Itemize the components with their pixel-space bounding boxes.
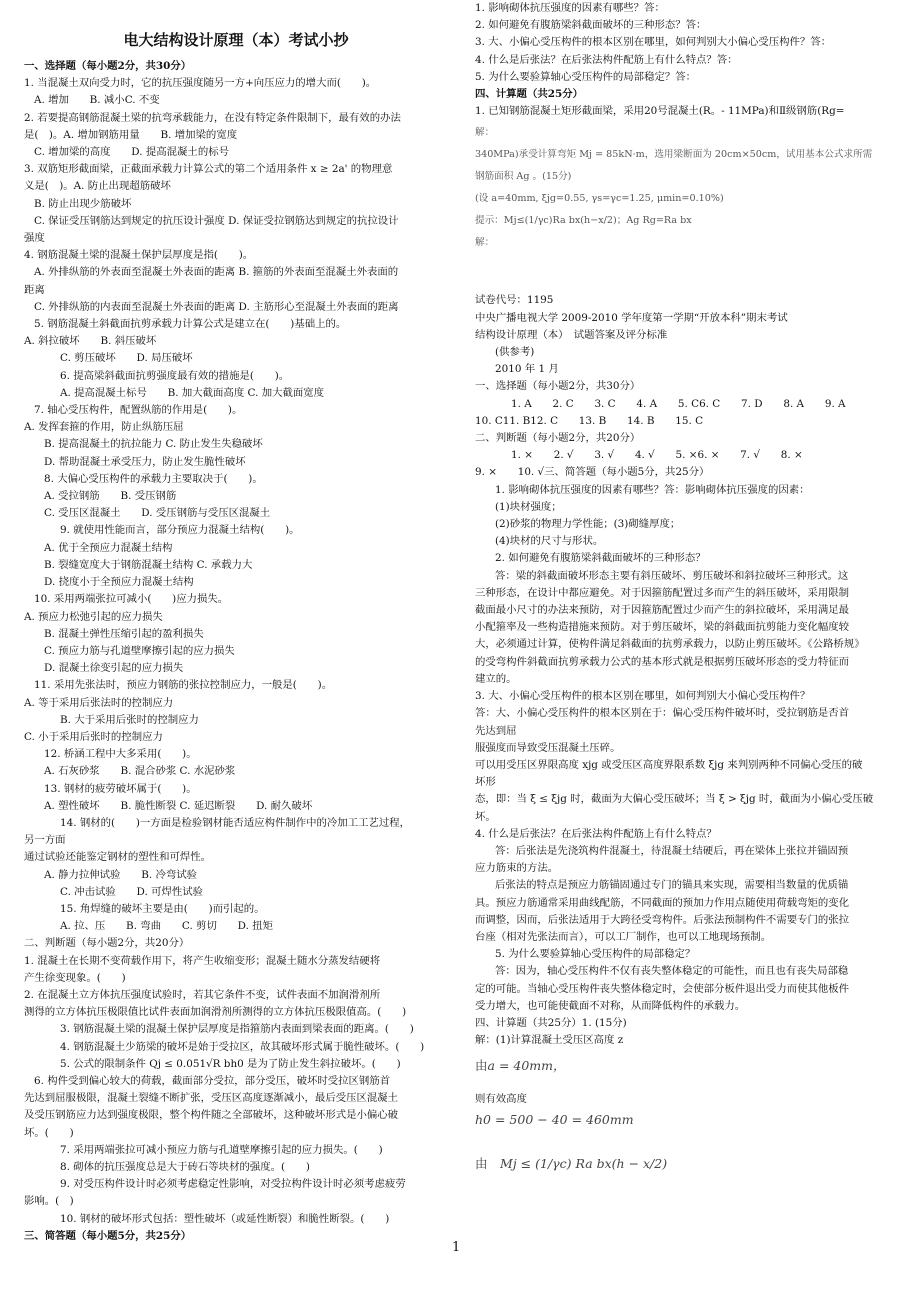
question-line: 3. 钢筋混凝土梁的混凝土保护层厚度是指箍筋内表面到梁表面的距离。( ) [60, 1023, 414, 1036]
question-line: A. 提高混凝土标号 B. 加大截面高度 C. 加大截面宽度 [60, 386, 325, 399]
answer-line: 5. 为什么要验算轴心受压构件的局部稳定？ [495, 948, 696, 961]
calc-moment-equation: Mj ≤ (1/γc) Ra bx(h − x/2) [500, 1155, 668, 1171]
answer-line: 中央广播电视大学 2009-2010 学年度第一学期“开放本科”期末考试 [475, 311, 788, 324]
answer-line: 可以用受压区界限高度 xjg 或受压区高度界限系数 ξjg 来判别两种不同偏心受压的破 [475, 758, 863, 771]
question-line: A. 外排纵筋的外表面至混凝土外表面的距离 B. 箍筋的外表面至混凝土外表面的 [34, 266, 399, 279]
short-answer-question-line: 5. 为什么要验算轴心受压构件的局部稳定？答： [475, 70, 697, 83]
question-line: C. 剪压破坏 D. 局压破坏 [60, 352, 193, 365]
question-line: A. 石灰砂浆 B. 混合砂浆 C. 水泥砂浆 [44, 765, 236, 778]
answer-line: 截面最小尺寸的办法来预防，对于因箍筋配置过少而产生的斜拉破坏，采用满足最 [475, 604, 850, 617]
question-line: A. 斜拉破坏 B. 斜压破坏 [24, 335, 157, 348]
question-line: 产生徐变现象。( ) [24, 971, 126, 984]
answer-line: 试卷代号：1195 [475, 294, 554, 307]
question-line: A. 增加 B. 减小C. 不变 [34, 94, 160, 107]
answer-line: 答：因为，轴心受压构件不仅有丧失整体稳定的可能性，而且也有丧失局部稳 [495, 965, 849, 978]
short-answer-question-line: 四、计算题（共25分） [475, 88, 583, 101]
answer-line: 1. A 2. C 3. C 4. A 5. C6. C 7. D 8. A 9. A [511, 397, 846, 410]
short-answer-question-line: 2. 如何避免有腹筋梁斜截面破坏的三种形态？答： [475, 19, 707, 32]
answer-line: 定的可能。当轴心受压构件丧失整体稳定时，会使部分板件退出受力而使其他板件 [475, 982, 850, 995]
question-line: D. 挠度小于全预应力混凝土结构 [44, 576, 194, 589]
question-line: B. 提高混凝土的抗拉能力 C. 防止发生失稳破坏 [44, 438, 263, 451]
question-line: 坏。( ) [24, 1126, 74, 1139]
question-line: 通过试验还能鉴定钢材的塑性和可焊性。 [24, 851, 212, 864]
question-line: 9. 就使用性能而言，部分预应力混凝土结构( )。 [60, 524, 300, 537]
scanned-problem-image [475, 122, 895, 292]
calculation-block [475, 1049, 895, 1174]
question-line: B. 大于采用后张时的控制应力 [60, 713, 199, 726]
question-line: 另一方面 [24, 834, 66, 847]
answer-line: 先达到屈 [475, 724, 517, 737]
answer-line: 后张法的特点是预应力筋锚固通过专门的锚具来实现，需要相当数量的优质锚 [495, 879, 849, 892]
calc-a-equation: a = 40mm， [487, 1058, 566, 1074]
question-line: 强度 [24, 232, 45, 245]
question-line: C. 小于采用后张时的控制应力 [24, 730, 163, 743]
answer-line: 二、判断题（每小题2分，共20分） [475, 432, 641, 445]
question-line: 3. 双筋矩形截面梁，正截面承载力计算公式的第二个适用条件 x ≥ 2a' 的物理意 [24, 163, 393, 176]
question-line: 2. 在混凝土立方体抗压强度试验时，若其它条件不变，试件表面不加润滑剂所 [24, 988, 381, 1001]
answer-line: 具。预应力筋通常采用曲线配筋，不同截面的预加力作用点随使用荷载弯矩的变化 [475, 896, 850, 909]
answer-line: (2)砂浆的物理力学性能；(3)砌缝厚度； [495, 518, 681, 531]
answer-line: 结构设计原理（本） 试题答案及评分标准 [475, 328, 668, 341]
question-line: 先达到屈服极限，混凝土裂缝不断扩张，受压区高度逐渐减小，最后受压区混凝土 [24, 1092, 399, 1105]
answer-line: 服强度而导致受压混凝土压碎。 [475, 741, 621, 754]
scan-line-answer: 解： [475, 237, 495, 249]
question-line: B. 混凝土弹性压缩引起的盈利损失 [44, 627, 204, 640]
question-line: 8. 大偏心受压构件的承载力主要取决于( )。 [44, 472, 263, 485]
question-line: 8. 砌体的抗压强度总是大于砖石等块材的强度。( ) [60, 1161, 310, 1173]
answer-line: 答：后张法是先浇筑构件混凝土，待混凝土结硬后，再在梁体上张拉并锚固预 [495, 844, 849, 857]
scan-line-params: (设 a=40mm, ξjg=0.55, γs=γc=1.25, μmin=0.10%) [475, 193, 724, 205]
answer-line: 态，即：当 ξ ≤ ξjg 时，截面为大偏心受压破坏；当 ξ > ξjg 时，截面为小偏心受压破 [475, 793, 874, 806]
question-line: C. 保证受压钢筋达到规定的抗压设计强度 D. 保证受拉钢筋达到规定的抗拉设计 [34, 214, 399, 227]
short-answer-question-line: 1. 已知钢筋混凝土矩形截面梁，采用20号混凝土(R。- 11MPa)和Ⅱ级钢筋(Rg= [475, 105, 845, 118]
question-line: 1. 当混凝土双向受力时，它的抗压强度随另一方+向压应力的增大而( )。 [24, 77, 377, 90]
question-line: 12. 桥涵工程中大多采用( )。 [44, 748, 197, 761]
answer-section [475, 292, 895, 1049]
answer-line: 2. 如何避免有腹筋梁斜截面破坏的三种形态？ [495, 552, 706, 565]
question-line: 5. 公式的限制条件 Qj ≤ 0.051√R bh0 是为了防止发生斜拉破坏。( ) [60, 1057, 401, 1070]
answer-line: 建立的。 [475, 672, 517, 685]
question-line: C. 外排纵筋的内表面至混凝土外表面的距离 D. 主筋形心至混凝土外表面的距离 [34, 300, 399, 313]
question-line: D. 帮助混凝土承受压力，防止发生脆性破坏 [44, 455, 246, 468]
answer-line: 9. × 10. √三、简答题（每小题5分，共25分） [475, 466, 710, 479]
question-line: B. 裂缝宽度大于钢筋混凝土结构 C. 承载力大 [44, 558, 253, 571]
answer-line: 10. C11. B12. C 13. B 14. B 15. C [475, 414, 704, 427]
question-line: B. 防止出现少筋破坏 [34, 197, 132, 210]
answer-line: (供参考) [495, 346, 535, 359]
answer-line: 1. × 2. √ 3. √ 4. √ 5. ×6. × 7. √ 8. × [511, 449, 803, 462]
answer-line: 应力筋束的方法。 [475, 862, 559, 875]
question-line: 14. 钢材的( )一方面是检验钢材能否适应构件制作中的冷加工工艺过程， [60, 816, 411, 829]
question-line: D. 混凝土徐变引起的应力损失 [44, 662, 184, 675]
question-line: A. 拉、压 B. 弯曲 C. 剪切 D. 扭矩 [60, 920, 273, 933]
left-lines [24, 58, 448, 1245]
calc-by-label: 由 [475, 1058, 488, 1074]
calc-by-label-2: 由 [475, 1155, 488, 1171]
answer-line: 台座（相对先张法而言），可以工厂制作，也可以工地现场预制。 [475, 930, 772, 943]
answer-line: 三种形态，在设计中都应避免。对于因箍筋配置过多而产生的斜压破坏，采用限制 [475, 586, 850, 599]
short-answer-question-line: 4. 什么是后张法？在后张法构件配筋上有什么特点？答： [475, 53, 738, 66]
question-line: 6. 构件受到偏心较大的荷载，截面部分受拉，部分受压，破坏时受拉区钢筋首 [34, 1074, 391, 1087]
question-line: 一、选择题（每小题2分，共30分） [24, 60, 192, 72]
question-line: A. 发挥套箍的作用，防止纵筋压屈 [24, 421, 184, 434]
question-line: 及受压钢筋应力达到强度极限，整个构件随之全部破坏，这种破坏形式是小偏心破 [24, 1109, 399, 1122]
question-line: C. 受压区混凝土 D. 受压钢筋与受压区混凝土 [44, 507, 271, 520]
question-line: C. 增加梁的高度 D. 提高混凝土的标号 [34, 146, 229, 159]
answer-line: 一、选择题（每小题2分，共30分） [475, 380, 641, 393]
question-line: 二、判断题（每小题2分，共20分） [24, 937, 190, 950]
question-line: 9. 对受压构件设计时必须考虑稳定性影响，对受拉构件设计时必须考虑疲劳 [60, 1178, 406, 1191]
document-title: 电大结构设计原理（本）考试小抄 [123, 31, 349, 49]
question-line: 距离 [24, 283, 45, 296]
question-line: 1. 混凝土在长期不变荷载作用下，将产生收缩变形；混凝土随水分蒸发结硬将 [24, 954, 381, 967]
question-line: 10. 采用两端张拉可减小( )应力损失。 [34, 593, 229, 606]
answer-line: (4)块材的尺寸与形状。 [495, 535, 604, 548]
answer-line: 解：(1)计算混凝土受压区高度 z [475, 1034, 624, 1047]
question-line: 影响。( ) [24, 1195, 74, 1208]
question-line: 是( )。A. 增加钢筋用量 B. 增加梁的宽度 [24, 128, 238, 141]
question-line: 7. 轴心受压构件，配置纵筋的作用是( )。 [34, 404, 243, 417]
left-column [24, 0, 448, 1245]
calc-h0-label: 则有效高度 [475, 1093, 527, 1106]
answer-line: 小配箍率及一些构造措施来预防。对于剪压破坏，梁的斜截面抗剪能力变化幅度较 [475, 621, 850, 634]
answer-line: 受力增大，也可能使截面不对称，从而降低构件的承载力。 [475, 999, 746, 1012]
question-line: 4. 钢筋混凝土少筋梁的破坏是始于受拉区，故其破坏形式属于脆性破坏。( ) [60, 1040, 425, 1053]
answer-line: 4. 什么是后张法？在后张法构件配筋上有什么特点？ [475, 827, 717, 840]
scan-line-condition: 340MPa)承受计算弯矩 Mj = 85kN·m，选用梁断面为 20cm×50cm，试用基本公式求所需 [475, 149, 873, 161]
short-answer-question-line: 3. 大、小偏心受压构件的根本区别在哪里，如何判别大小偏心受压构件？答： [475, 36, 832, 49]
answer-line: 2010 年 1 月 [495, 363, 559, 376]
question-line: 7. 采用两端张拉可减小预应力筋与孔道壁摩擦引起的应力损失。( ) [60, 1143, 383, 1156]
question-line: 15. 角焊缝的破坏主要是由( )而引起的。 [60, 902, 265, 915]
question-line: 6. 提高梁斜截面抗剪强度最有效的措施是( )。 [60, 369, 290, 382]
question-line: 义是( )。A. 防止出现超筋破坏 [24, 180, 171, 193]
question-line: 2. 若要提高钢筋混凝土梁的抗弯承载能力，在没有特定条件限制下，最有效的办法 [24, 111, 401, 124]
short-answer-question-line: 1. 影响砌体抗压强度的因素有哪些？答： [475, 2, 665, 14]
answer-line: 坏。 [475, 810, 496, 823]
question-line: 13. 钢材的疲劳破坏属于( )。 [44, 782, 197, 795]
right-column [475, 0, 895, 1175]
answer-line: 的受弯构件斜截面抗剪承载力公式的基本形式就是根据剪压破坏形态的受力特征而 [475, 655, 850, 668]
question-line: A. 优于全预应力混凝土结构 [44, 541, 173, 554]
calc-h0-equation: h0 = 500 − 40 = 460mm [475, 1111, 634, 1127]
answer-line: 坏形 [475, 776, 496, 789]
answer-line: (1)块材强度； [495, 500, 562, 513]
question-line: A. 塑性破坏 B. 脆性断裂 C. 延迟断裂 D. 耐久破坏 [44, 799, 313, 812]
answer-line: 答：梁的斜截面破坏形态主要有斜压破坏、剪压破坏和斜拉破坏三种形式。这 [495, 569, 849, 582]
right-top-questions [475, 0, 895, 120]
answer-line: 大，必须通过计算，使构件满足斜截面的抗剪承载力，以防止剪压破坏。《公路桥规》 [475, 638, 865, 651]
question-line: 测得的立方体抗压极限值比试件表面加润滑剂所测得的立方体抗压极限值高。( ) [24, 1006, 407, 1019]
answer-line: 3. 大、小偏心受压构件的根本区别在哪里，如何判别大小偏心受压构件？ [475, 690, 811, 703]
question-line: 5. 钢筋混凝土斜截面抗剪承载力计算公式是建立在( )基础上的。 [34, 318, 347, 331]
question-line: A. 等于采用后张法时的控制应力 [24, 696, 174, 709]
question-line: C. 冲击试验 D. 可焊性试验 [60, 885, 204, 898]
scan-line-area: 钢筋面积 Ag 。(15分) [475, 171, 572, 183]
question-line: 三、简答题（每小题5分，共25分） [24, 1229, 192, 1242]
answer-line: 而调整，因而，后张法适用于大跨径受弯构件。后张法预制构件不需要专门的张拉 [475, 913, 850, 926]
answer-line: 答：大、小偏心受压构件的根本区别在于：偏心受压构件破坏时，受拉钢筋是否首 [475, 707, 850, 720]
scan-line-solve: 解： [475, 127, 495, 139]
answer-line: 1. 影响砌体抗压强度的因素有哪些？答：影响砌体抗压强度的因素： [495, 483, 810, 496]
question-line: A. 预应力松弛引起的应力损失 [24, 610, 163, 623]
question-line: C. 预应力筋与孔道壁摩擦引起的应力损失 [44, 644, 235, 657]
answer-line: 四、计算题（共25分）1. (15分) [475, 1016, 627, 1029]
question-line: 4. 钢筋混凝土梁的混凝土保护层厚度是指( )。 [24, 249, 254, 262]
question-line: 10. 钢材的破坏形式包括：塑性破坏（或延性断裂）和脆性断裂。( ) [60, 1212, 390, 1225]
question-line: A. 静力拉伸试验 B. 冷弯试验 [44, 868, 198, 881]
scan-line-hint: 提示：Mj≤(1/γc)Ra bx(h−x/2)；Ag Rg=Ra bx [475, 215, 692, 227]
question-line: A. 受拉钢筋 B. 受压钢筋 [44, 490, 177, 503]
page-number: 1 [452, 1240, 461, 1255]
question-line: 11. 采用先张法时，预应力钢筋的张拉控制应力，一般是( )。 [34, 679, 333, 692]
